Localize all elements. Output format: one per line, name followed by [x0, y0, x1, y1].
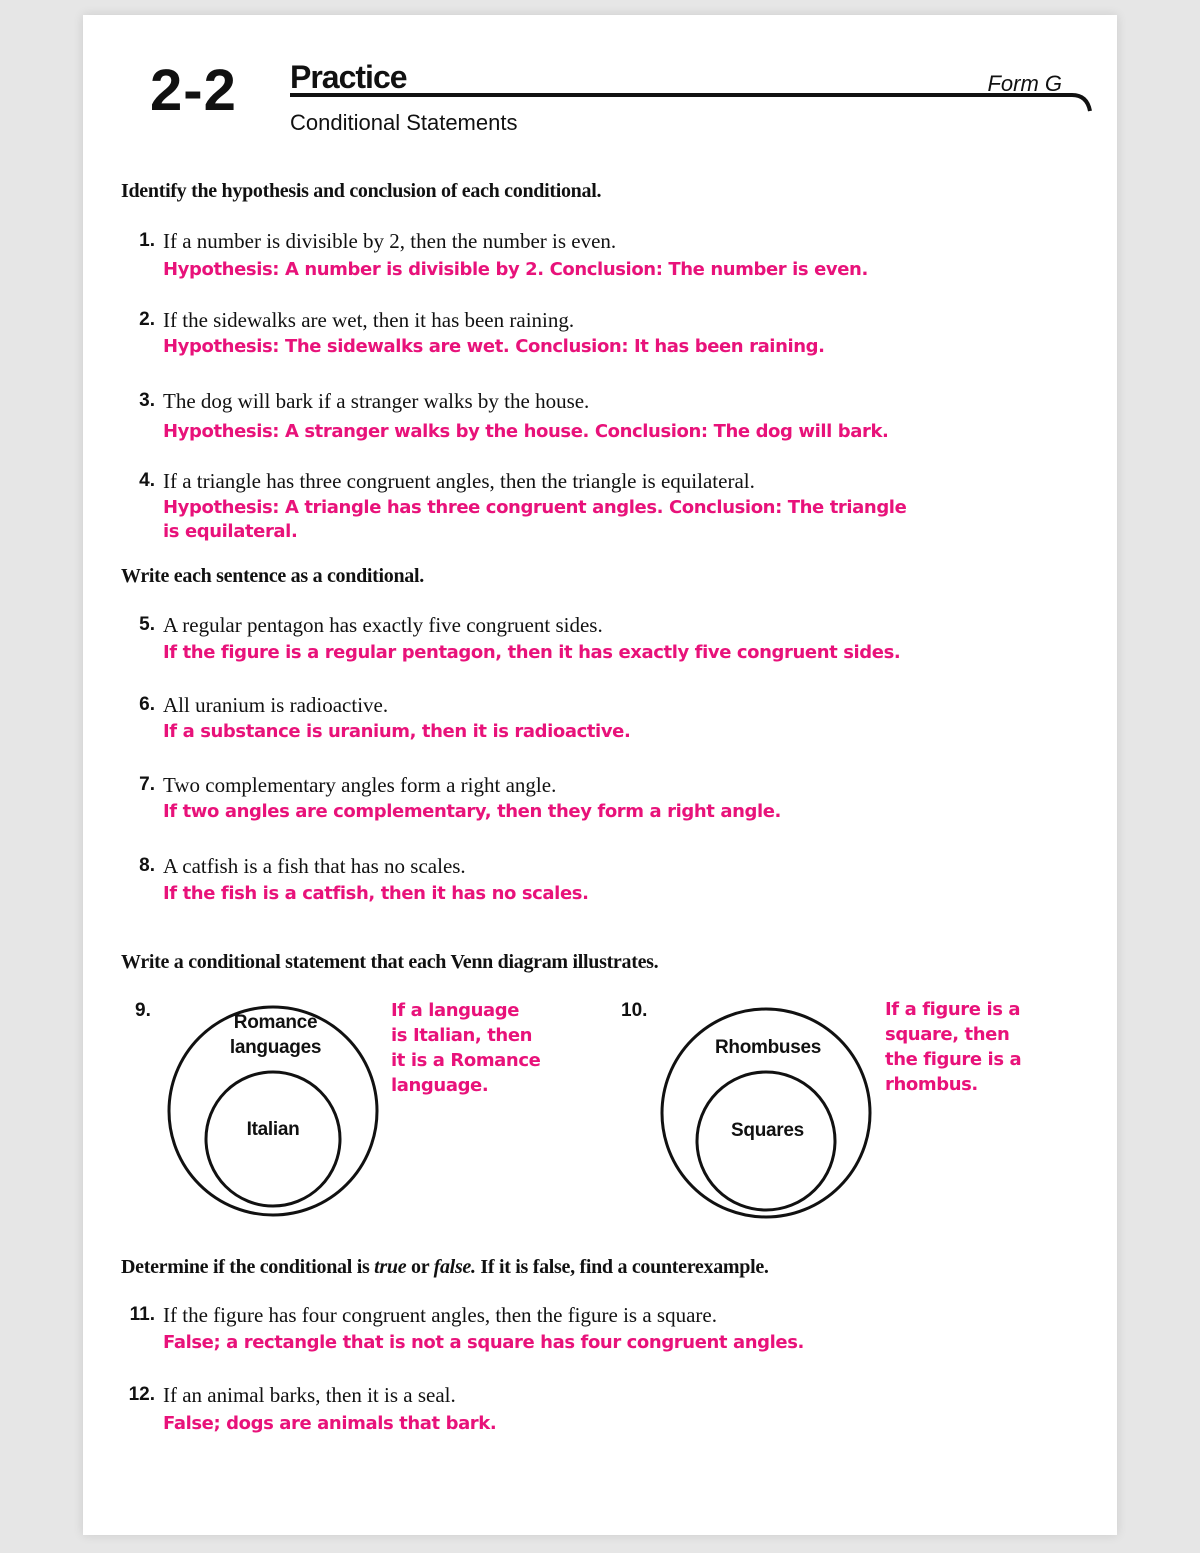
question-number: 3. — [139, 390, 155, 411]
venn-label-line: Rhombuses — [714, 1037, 822, 1058]
question-text: Two complementary angles form a right angle. — [163, 773, 557, 797]
heading-true: true — [374, 1256, 407, 1278]
answer-8: If the fish is a catfish, then it has no scales. — [163, 883, 589, 904]
answer-4-line-2: is equilateral. — [163, 521, 298, 542]
lesson-number: 2-2 — [150, 58, 237, 123]
answer-line: it is a Romance — [391, 1050, 541, 1071]
answer-10 — [885, 997, 1021, 1097]
answer-9 — [391, 998, 540, 1098]
answer-4-line-1: Hypothesis: A triangle has three congruent angles. Conclusion: The triangle — [163, 497, 907, 518]
page-subtitle: Conditional Statements — [290, 110, 518, 135]
question-text: If an animal barks, then it is a seal. — [163, 1383, 456, 1407]
answer-1: Hypothesis: A number is divisible by 2. Conclusion: The number is even. — [163, 259, 868, 280]
answer-line: the figure is a — [885, 1049, 1022, 1070]
question-text: If the sidewalks are wet, then it has been raining. — [163, 308, 575, 332]
question-text: All uranium is radioactive. — [163, 693, 389, 717]
answer-5: If the figure is a regular pentagon, then it has exactly five congruent sides. — [163, 642, 901, 663]
section-heading-identify: Identify the hypothesis and conclusion of each conditional. — [121, 180, 602, 202]
heading-false: false. — [433, 1256, 476, 1278]
answer-11: False; a rectangle that is not a square has four congruent angles. — [163, 1332, 804, 1353]
answer-line: is Italian, then — [391, 1025, 533, 1046]
answer-line: language. — [391, 1075, 489, 1096]
answer-12: False; dogs are animals that bark. — [163, 1413, 497, 1434]
question-number: 7. — [139, 774, 155, 795]
question-number: 8. — [139, 855, 155, 876]
question-number: 4. — [139, 470, 155, 491]
question-number: 12. — [128, 1384, 155, 1405]
venn-10-inner-label: Squares — [731, 1120, 804, 1141]
question-text: If a triangle has three congruent angles, then the triangle is equilateral. — [163, 469, 755, 493]
answer-3: Hypothesis: A stranger walks by the house. Conclusion: The dog will bark. — [163, 421, 889, 442]
question-number: 2. — [139, 309, 155, 330]
venn-9-outer-label — [203, 1010, 348, 1060]
venn-label-line: Romance — [233, 1012, 318, 1033]
answer-line: rhombus. — [885, 1074, 978, 1095]
answer-2: Hypothesis: The sidewalks are wet. Conclusion: It has been raining. — [163, 336, 825, 357]
question-text: The dog will bark if a stranger walks by the house. — [163, 389, 590, 413]
question-number: 6. — [139, 694, 155, 715]
question-10-number: 10. — [621, 1000, 648, 1021]
section-heading-venn: Write a conditional statement that each Venn diagram illustrates. — [121, 951, 659, 973]
question-text: A catfish is a fish that has no scales. — [163, 854, 466, 878]
venn-label-line: languages — [229, 1037, 322, 1058]
venn-10-outer-label — [693, 1035, 843, 1060]
answer-line: If a language — [391, 1000, 520, 1021]
answer-7: If two angles are complementary, then they form a right angle. — [163, 801, 781, 822]
page-title: Practice — [290, 59, 407, 95]
question-number: 11. — [129, 1304, 155, 1325]
answer-line: If a figure is a — [885, 999, 1021, 1020]
question-number: 1. — [139, 230, 155, 251]
question-text: A regular pentagon has exactly five congruent sides. — [163, 613, 603, 637]
venn-9-inner-label: Italian — [246, 1119, 300, 1140]
question-text: If a number is divisible by 2, then the number is even. — [163, 229, 617, 253]
form-label: Form G — [987, 71, 1062, 96]
question-number: 5. — [139, 614, 155, 635]
question-text: If the figure has four congruent angles, then the figure is a square. — [163, 1303, 717, 1327]
heading-part: If it is false, find a counterexample. — [475, 1256, 769, 1278]
question-9-number: 9. — [135, 1000, 151, 1021]
answer-6: If a substance is uranium, then it is radioactive. — [163, 721, 631, 742]
worksheet-page — [83, 15, 1117, 1535]
heading-part: Determine if the conditional is — [121, 1256, 375, 1278]
heading-part: or — [406, 1256, 434, 1278]
answer-line: square, then — [885, 1024, 1010, 1045]
section-heading-write-conditional: Write each sentence as a conditional. — [121, 565, 424, 587]
section-heading-true-false — [121, 1256, 769, 1279]
